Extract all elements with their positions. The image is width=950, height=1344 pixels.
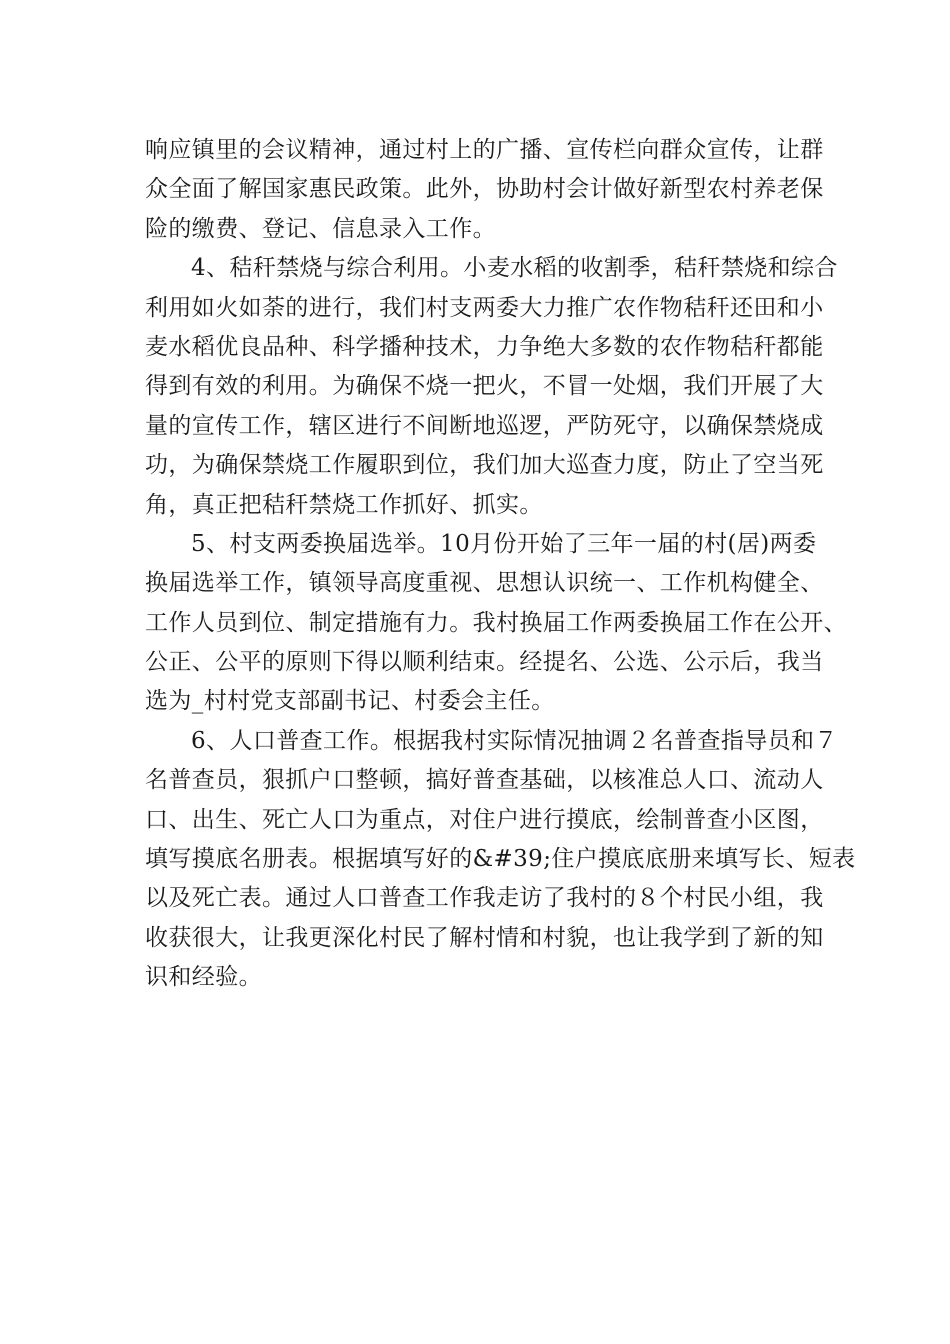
text-line: 麦水稻优良品种、科学播种技术，力争绝大多数的农作物秸秆都能 — [145, 333, 824, 360]
text-line: 响应镇里的会议精神，通过村上的广播、宣传栏向群众宣传，让群 — [145, 137, 824, 163]
paragraph-6-start: 6、人口普查工作。根据我村实际情况抽调２名普查指导员和７ — [191, 727, 838, 754]
text-line: 量的宣传工作，辖区进行不间断地巡逻，严防死守，以确保禁烧成 — [145, 412, 824, 439]
text-line: 填写摸底名册表。根据填写好的&#39;住户摸底底册来填写长、短表 — [145, 846, 856, 873]
text-line: 名普查员，狠抓户口整顿，搞好普查基础，以核准总人口、流动人 — [145, 767, 824, 794]
text-line: 功，为确保禁烧工作履职到位，我们加大巡查力度，防止了空当死 — [145, 452, 824, 479]
text-line: 利用如火如荼的进行，我们村支两委大力推广农作物秸秆还田和小 — [145, 294, 824, 321]
text-line: 角，真正把秸秆禁烧工作抓好、抓实。 — [145, 491, 543, 518]
paragraph-4-start: 4、秸秆禁烧与综合利用。小麦水稻的收割季，秸秆禁烧和综合 — [191, 255, 838, 282]
text-line: 众全面了解国家惠民政策。此外，协助村会计做好新型农村养老保 — [145, 176, 824, 203]
text-line: 选为_村村党支部副书记、村委会主任。 — [145, 688, 555, 715]
text-line: 得到有效的利用。为确保不烧一把火，不冒一处烟，我们开展了大 — [145, 373, 824, 400]
text-line: 识和经验。 — [145, 964, 262, 991]
text-line: 险的缴费、登记、信息录入工作。 — [145, 215, 496, 242]
text-line: 收获很大，让我更深化村民了解村情和村貌，也让我学到了新的知 — [145, 924, 824, 951]
text-line: 口、出生、死亡人口为重点，对住户进行摸底，绘制普查小区图， — [145, 806, 824, 833]
text-line: 工作人员到位、制定措施有力。我村换届工作两委换届工作在公开、 — [145, 609, 847, 636]
paragraph-5-start: 5、村支两委换届选举。10月份开始了三年一届的村(居)两委 — [191, 530, 817, 557]
text-line: 公正、公平的原则下得以顺利结束。经提名、公选、公示后，我当 — [145, 649, 824, 676]
text-line: 以及死亡表。通过人口普查工作我走访了我村的８个村民小组，我 — [145, 885, 824, 912]
document-body — [145, 131, 856, 998]
text-line: 换届选举工作，镇领导高度重视、思想认识统一、工作机构健全、 — [145, 570, 824, 597]
